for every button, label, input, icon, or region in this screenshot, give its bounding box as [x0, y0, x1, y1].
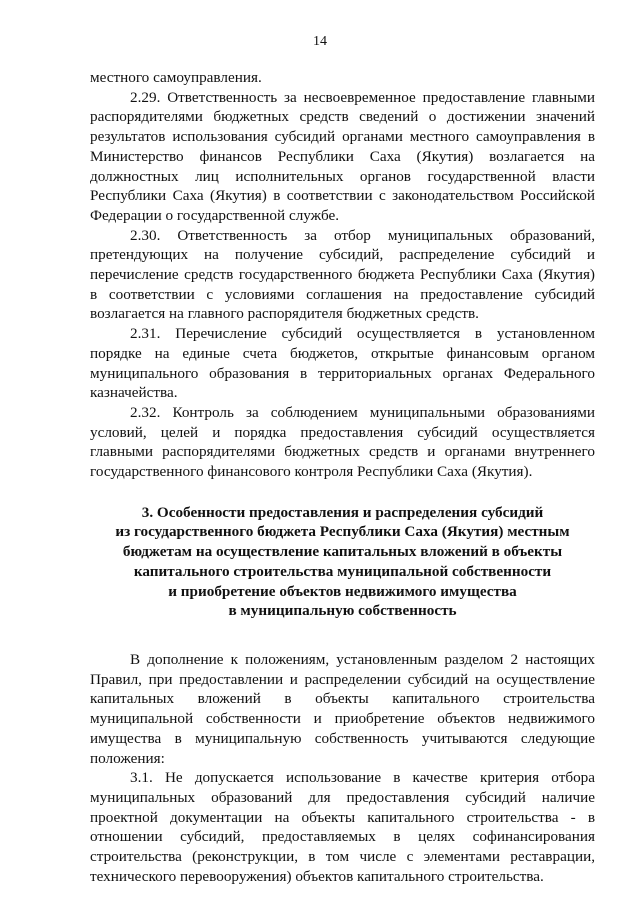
paragraph-continuation: местного самоуправления. [90, 69, 262, 86]
section-heading-line: и приобретение объектов недвижимого имущества [168, 582, 517, 600]
section-heading-line: капитального строительства муниципальной собственности [133, 562, 552, 580]
paragraph-2-32: 2.32. Контроль за соблюдением муниципальными образованиями условий, целей и порядка предоставления субсидий осуществляется главными распорядителями бюджетных средств и органами внутреннего государственного финансового контроля Республики Саха (Якутия). [90, 403, 595, 481]
section-3-heading [90, 503, 595, 621]
section-heading-line: бюджетам на осуществление капитальных вложений в объекты [122, 543, 563, 561]
paragraph-section-intro: В дополнение к положениям, установленным разделом 2 настоящих Правил, при предоставлении и распределении субсидий на осуществление капитальных вложений в объекты капитального строительства муниципальной собственности и приобретение объектов недвижимого имущества в муниципальную собственность учитываются следующие положения: [90, 650, 595, 767]
section-heading-line: 3. Особенности предоставления и распределения субсидий [141, 503, 544, 521]
section-heading-line: из государственного бюджета Республики Саха (Якутия) местным [115, 523, 570, 541]
paragraph-2-30: 2.30. Ответственность за отбор муниципальных образований, претендующих на получение субсидий, распределение субсидий и перечисление средств государственного бюджета Республики Саха (Якутия) в соответствии с условиями соглашения на предоставление субсидий возлагается на главного распорядителя бюджетных средств. [90, 226, 595, 323]
paragraph-2-31: 2.31. Перечисление субсидий осуществляется в установленном порядке на единые счета бюджетов, открытые финансовым органом муниципального образования в территориальных органах Федерального казначейства. [90, 325, 595, 402]
paragraph-3-1: 3.1. Не допускается использование в качестве критерия отбора муниципальных образований для предоставления субсидий наличие проектной документации на объекты капитального строительства - в отношении субсидий, предоставляемых в целях софинансирования строительства (реконструкции, в том числе с элементами реставрации, технического перевооружения) объектов капитального строительства. [90, 769, 595, 885]
document-body [90, 68, 595, 886]
page-number: 14 [313, 34, 327, 49]
section-heading-line: в муниципальную собственность [228, 602, 457, 620]
paragraph-2-29: 2.29. Ответственность за несвоевременное предоставление главными распорядителями бюджетных средств сведений о достижении значений результатов использования субсидий органами местного самоуправления в Министерство финансов Республики Саха (Якутия) возлагается на должностных лиц исполнительных органов государственной власти Республики Саха (Якутия) в соответствии с законодательством Российской Федерации о государственной службе. [90, 88, 595, 224]
